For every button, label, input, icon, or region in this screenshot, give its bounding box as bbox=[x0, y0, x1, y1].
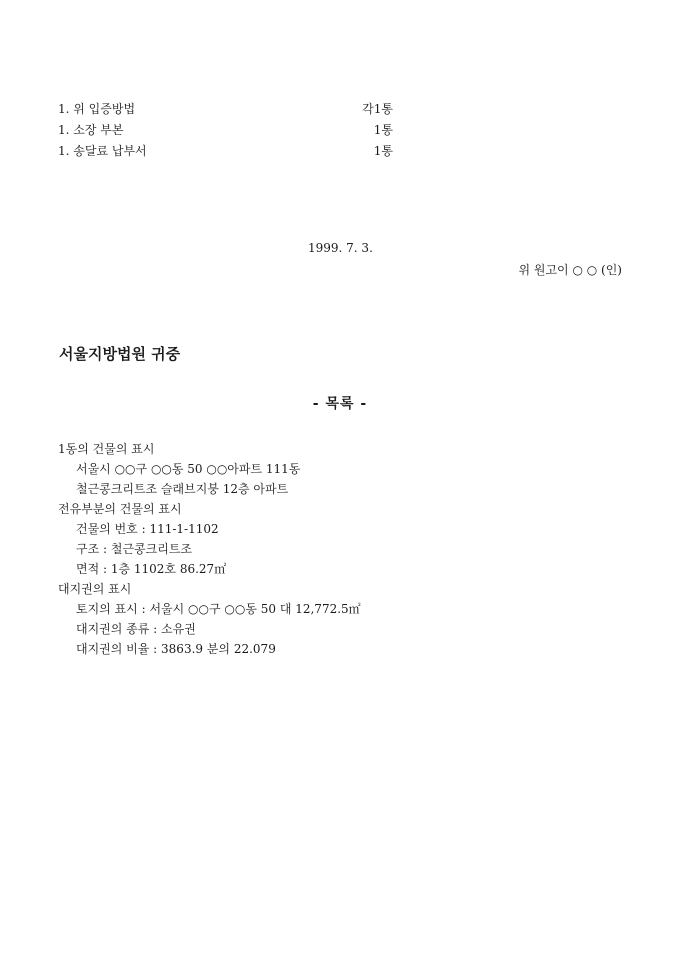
attachment-qty-complaint-copy: 1통 bbox=[373, 123, 393, 137]
attachment-item-evidence: 1. 위 입증방법 bbox=[58, 102, 136, 116]
land-right-ratio: 대지권의 비율 : 3863.9 분의 22.079 bbox=[76, 642, 276, 656]
unit-area: 면적 : 1층 1102호 86.27㎡ bbox=[76, 562, 227, 576]
filing-date: 1999. 7. 3. bbox=[308, 241, 373, 255]
building-address: 서울시 ○○구 ○○동 50 ○○아파트 111동 bbox=[76, 462, 301, 476]
court-addressee: 서울지방법원 귀중 bbox=[59, 345, 181, 363]
unit-heading: 전유부분의 건물의 표시 bbox=[58, 502, 182, 516]
land-heading: 대지권의 표시 bbox=[58, 582, 132, 596]
unit-structure: 구조 : 철근콩크리트조 bbox=[76, 542, 193, 556]
building-structure: 철근콩크리트조 슬래브지붕 12층 아파트 bbox=[76, 482, 289, 496]
land-right-type: 대지권의 종류 : 소유권 bbox=[76, 622, 196, 636]
land-description: 토지의 표시 : 서울시 ○○구 ○○동 50 대 12,772.5㎡ bbox=[76, 602, 361, 616]
unit-number: 건물의 번호 : 111-1-1102 bbox=[76, 522, 219, 536]
attachment-qty-service-fee: 1통 bbox=[373, 144, 393, 158]
list-title: - 목록 - bbox=[312, 396, 368, 412]
plaintiff-signature: 위 원고이 ○ ○ (인) bbox=[518, 263, 622, 277]
attachment-item-complaint-copy: 1. 소장 부본 bbox=[58, 123, 124, 137]
building-heading: 1동의 건물의 표시 bbox=[58, 442, 155, 456]
attachment-qty-evidence: 각1통 bbox=[362, 102, 393, 116]
attachment-item-service-fee: 1. 송달료 납부서 bbox=[58, 144, 147, 158]
